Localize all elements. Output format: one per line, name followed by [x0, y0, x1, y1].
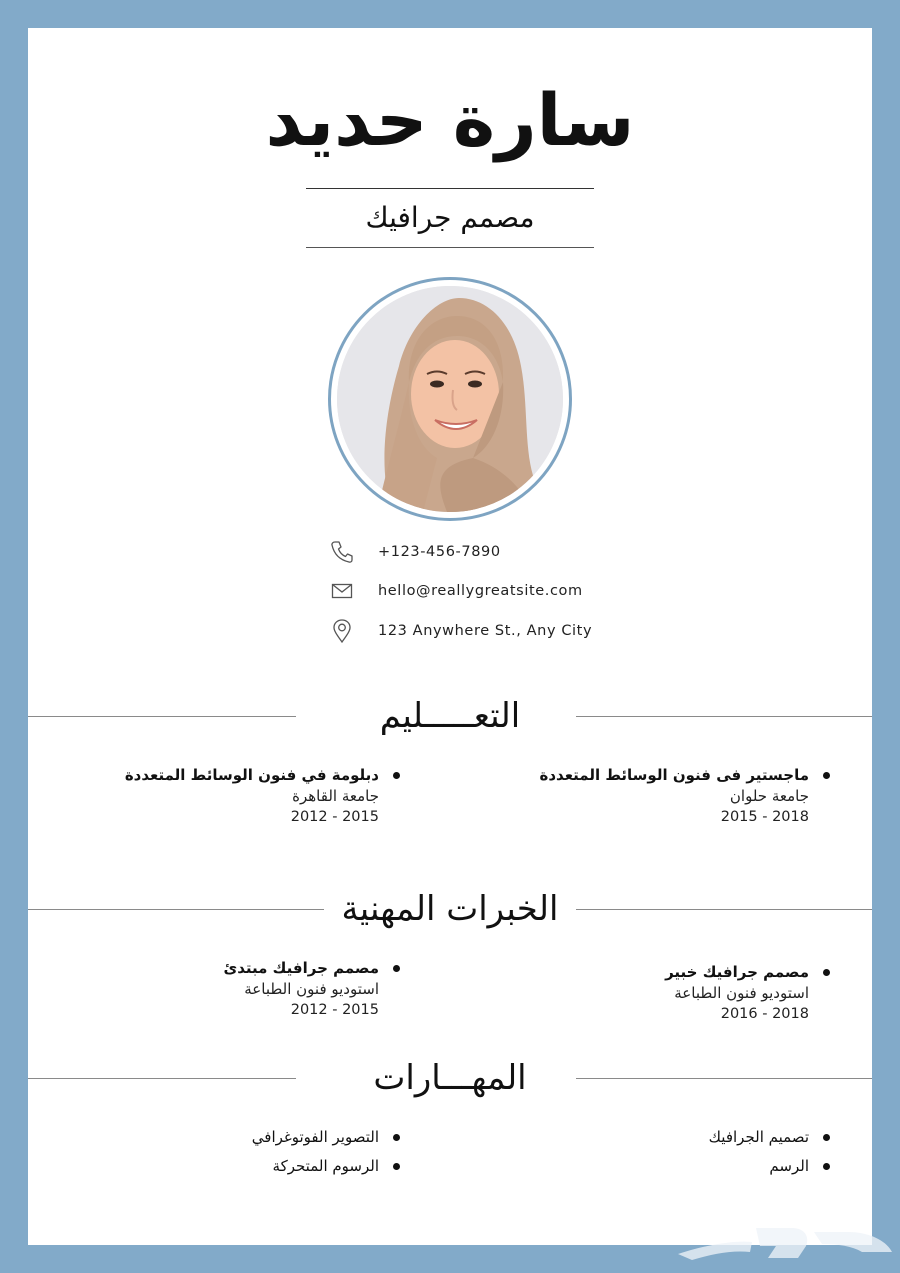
contact-address: [328, 617, 592, 645]
street-address: 123 Anywhere St., Any City: [378, 623, 593, 639]
skill-label: الرسوم المتحركة: [272, 1157, 379, 1175]
bullet-icon: [393, 1163, 400, 1170]
skills-section-header: [28, 1053, 872, 1103]
bullet-icon: [823, 969, 830, 976]
phone-number[interactable]: +123-456-7890: [378, 544, 501, 560]
skills-heading: المهـــارات: [373, 1058, 527, 1098]
institution: جامعة حلوان: [729, 787, 809, 805]
education-section-header: [28, 691, 872, 741]
experience-heading: الخبرات المهنية: [341, 889, 559, 929]
title-divider-top: [306, 188, 594, 189]
employer: استوديو فنون الطباعة: [244, 980, 379, 998]
contact-email: [328, 577, 583, 605]
skill-item: [769, 1155, 830, 1177]
skill-label: الرسم: [769, 1157, 809, 1175]
years: 2016 - 2018: [720, 1006, 809, 1022]
bullet-icon: [823, 1163, 830, 1170]
institution: جامعة القاهرة: [292, 787, 379, 805]
role-title: مصمم جرافيك مبتدئ: [223, 959, 379, 977]
bullet-icon: [393, 772, 400, 779]
email-address[interactable]: hello@reallygreatsite.com: [378, 583, 583, 599]
location-pin-icon: [328, 617, 356, 645]
years: 2012 - 2015: [290, 1002, 379, 1018]
mail-icon: [328, 577, 356, 605]
skill-item: [252, 1126, 400, 1148]
profile-photo-illustration: [337, 286, 563, 512]
profile-photo: [337, 286, 563, 512]
skill-label: تصميم الجرافيك: [708, 1128, 809, 1146]
degree-title: ماجستير فى فنون الوسائط المتعددة: [539, 766, 809, 784]
education-heading: التعـــــليم: [379, 696, 521, 736]
person-name: سارة حديد: [265, 78, 635, 162]
skill-item: [273, 1155, 400, 1177]
experience-section-header: [28, 884, 872, 934]
degree-title: دبلومة في فنون الوسائط المتعددة: [124, 766, 379, 784]
skill-label: التصوير الفوتوغرافي: [251, 1128, 379, 1146]
bullet-icon: [823, 1134, 830, 1141]
resume-page: [28, 28, 872, 1245]
role-title: مصمم جرافيك خبير: [665, 963, 809, 981]
contact-phone: [328, 538, 501, 566]
title-divider-bottom: [306, 247, 594, 248]
experience-item: [665, 961, 830, 1025]
job-title: مصمم جرافيك: [365, 201, 535, 234]
haraj-watermark-logo: [672, 1218, 896, 1264]
bullet-icon: [393, 1134, 400, 1141]
phone-icon: [328, 538, 356, 566]
education-item: [125, 764, 400, 828]
education-item: [539, 764, 830, 828]
profile-photo-frame: [328, 277, 572, 521]
years: 2012 - 2015: [290, 809, 379, 825]
skill-item: [709, 1126, 830, 1148]
bullet-icon: [823, 772, 830, 779]
employer: استوديو فنون الطباعة: [674, 984, 809, 1002]
bullet-icon: [393, 965, 400, 972]
years: 2015 - 2018: [720, 809, 809, 825]
experience-item: [224, 957, 400, 1021]
